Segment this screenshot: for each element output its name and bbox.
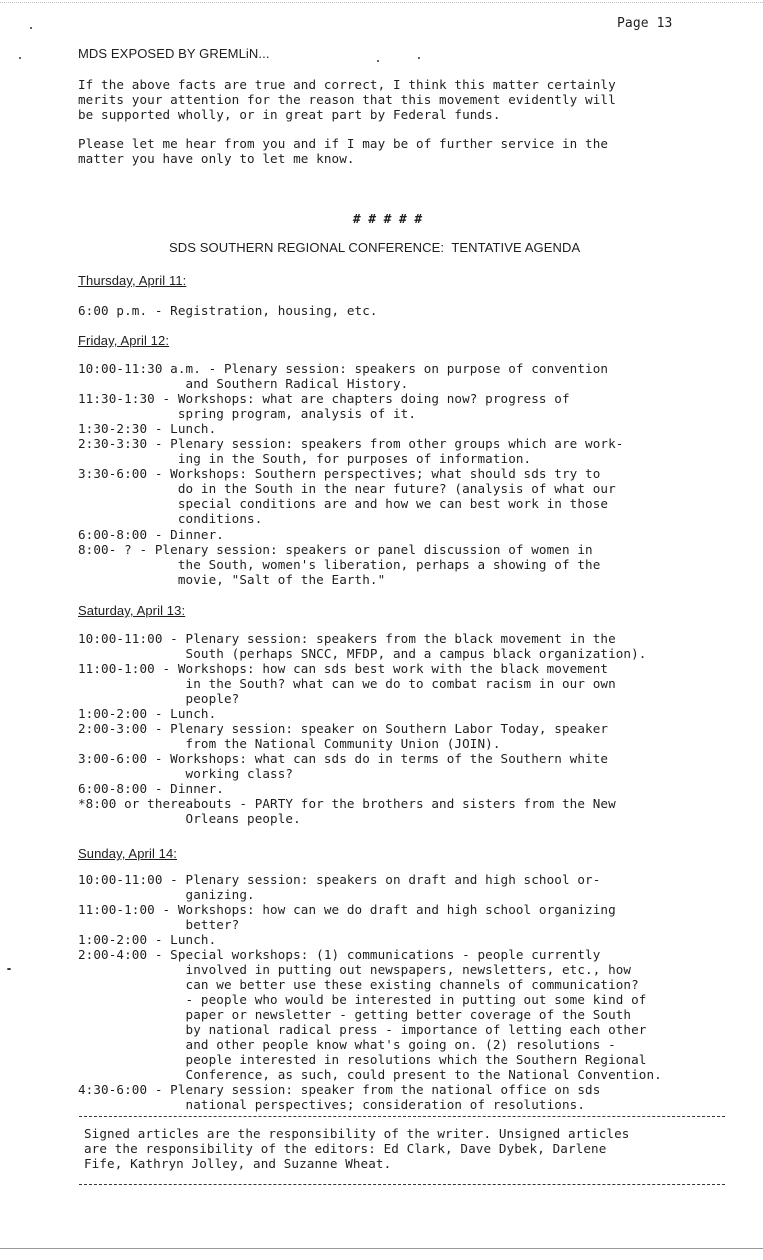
agenda-line: South (perhaps SNCC, MFDP, and a campus black organization). [78, 646, 647, 661]
agenda-line: by national radical press - importance of letting each other [78, 1022, 647, 1037]
closing-line: Please let me hear from you and if I may be of further service in the [78, 136, 609, 151]
agenda-line: - people who would be interested in putting out some kind of [78, 992, 647, 1007]
footer-bottom-rule [79, 1184, 725, 1185]
agenda-line: people interested in resolutions which the Southern Regional [78, 1052, 647, 1067]
agenda-line: in the South? what can we do to combat racism in our own [78, 676, 616, 691]
agenda-line: people? [78, 691, 240, 706]
intro-line: be supported wholly, or in great part by Federal funds. [78, 107, 501, 122]
agenda-line: 2:00-4:00 - Special workshops: (1) communications - people currently [78, 947, 601, 962]
agenda-line: Conference, as such, could present to the National Convention. [78, 1067, 662, 1082]
agenda-line: 11:00-1:00 - Workshops: how can sds best work with the black movement [78, 661, 609, 676]
agenda-line: the South, women's liberation, perhaps a showing of the [78, 557, 601, 572]
agenda-line: 8:00- ? - Plenary session: speakers or panel discussion of women in [78, 542, 593, 557]
agenda-line: 1:30-2:30 - Lunch. [78, 421, 217, 436]
agenda-line: conditions. [78, 511, 263, 526]
agenda-line: paper or newsletter - getting better coverage of the South [78, 1007, 632, 1022]
agenda-line: 2:00-3:00 - Plenary session: speaker on Southern Labor Today, speaker [78, 721, 609, 736]
agenda-line: special conditions are and how we can best work in those [78, 496, 609, 511]
day-heading-saturday: Saturday, April 13: [78, 603, 186, 618]
footer-line: Fife, Kathryn Jolley, and Suzanne Wheat. [84, 1156, 392, 1171]
header-title: MDS EXPOSED BY GREMLiN... [78, 46, 270, 61]
top-edge-line [0, 2, 763, 3]
agenda-line: ganizing. [78, 887, 255, 902]
agenda-line: can we better use these existing channels of communication? [78, 977, 639, 992]
agenda-line: 1:00-2:00 - Lunch. [78, 706, 217, 721]
agenda-line: 2:30-3:30 - Plenary session: speakers from other groups which are work- [78, 436, 624, 451]
footer-line: are the responsibility of the editors: Ed Clark, Dave Dybek, Darlene [84, 1141, 607, 1156]
scan-speck [19, 57, 21, 59]
agenda-line: do in the South in the near future? (analysis of what our [78, 481, 616, 496]
day-heading-thursday: Thursday, April 11: [78, 273, 187, 288]
agenda-line: 10:00-11:00 - Plenary session: speakers on draft and high school or- [78, 872, 601, 887]
section-separator: # # # # # [353, 211, 423, 226]
agenda-line: working class? [78, 766, 294, 781]
scan-speck [7, 968, 11, 970]
agenda-line: involved in putting out newspapers, newsletters, etc., how [78, 962, 632, 977]
agenda-line: from the National Community Union (JOIN). [78, 736, 501, 751]
agenda-line: 6:00 p.m. - Registration, housing, etc. [78, 303, 378, 318]
scan-speck [377, 60, 379, 62]
scan-speck [30, 27, 32, 29]
agenda-line: 6:00-8:00 - Dinner. [78, 781, 224, 796]
agenda-line: ing in the South, for purposes of information. [78, 451, 532, 466]
day-heading-sunday: Sunday, April 14: [78, 846, 178, 861]
agenda-line: spring program, analysis of it. [78, 406, 417, 421]
bottom-edge-line [0, 1248, 763, 1249]
scan-speck [418, 57, 420, 59]
agenda-line: and other people know what's going on. (2) resolutions - [78, 1037, 616, 1052]
agenda-line: better? [78, 917, 240, 932]
agenda-line: 1:00-2:00 - Lunch. [78, 932, 217, 947]
agenda-line: 11:00-1:00 - Workshops: how can we do draft and high school organizing [78, 902, 616, 917]
footer-top-rule [79, 1116, 725, 1117]
closing-line: matter you have only to let me know. [78, 151, 355, 166]
agenda-line: 3:30-6:00 - Workshops: Southern perspectives; what should sds try to [78, 466, 601, 481]
agenda-line: movie, "Salt of the Earth." [78, 572, 386, 587]
intro-line: If the above facts are true and correct, I think this matter certainly [78, 77, 616, 92]
footer-line: Signed articles are the responsibility of the writer. Unsigned articles [84, 1126, 630, 1141]
agenda-line: 3:00-6:00 - Workshops: what can sds do in terms of the Southern white [78, 751, 609, 766]
day-heading-friday: Friday, April 12: [78, 333, 170, 348]
agenda-line: national perspectives; consideration of resolutions. [78, 1097, 586, 1112]
intro-line: merits your attention for the reason that this movement evidently will [78, 92, 616, 107]
agenda-line: 10:00-11:30 a.m. - Plenary session: speakers on purpose of convention [78, 361, 609, 376]
agenda-line: 6:00-8:00 - Dinner. [78, 527, 224, 542]
agenda-line: 11:30-1:30 - Workshops: what are chapters doing now? progress of [78, 391, 570, 406]
agenda-line: Orleans people. [78, 811, 301, 826]
agenda-line: *8:00 or thereabouts - PARTY for the brothers and sisters from the New [78, 796, 616, 811]
agenda-line: and Southern Radical History. [78, 376, 409, 391]
agenda-line: 10:00-11:00 - Plenary session: speakers from the black movement in the [78, 631, 616, 646]
page-number: Page 13 [617, 16, 673, 31]
agenda-line: 4:30-6:00 - Plenary session: speaker from the national office on sds [78, 1082, 601, 1097]
agenda-title: SDS SOUTHERN REGIONAL CONFERENCE: TENTATIVE AGENDA [169, 240, 581, 255]
